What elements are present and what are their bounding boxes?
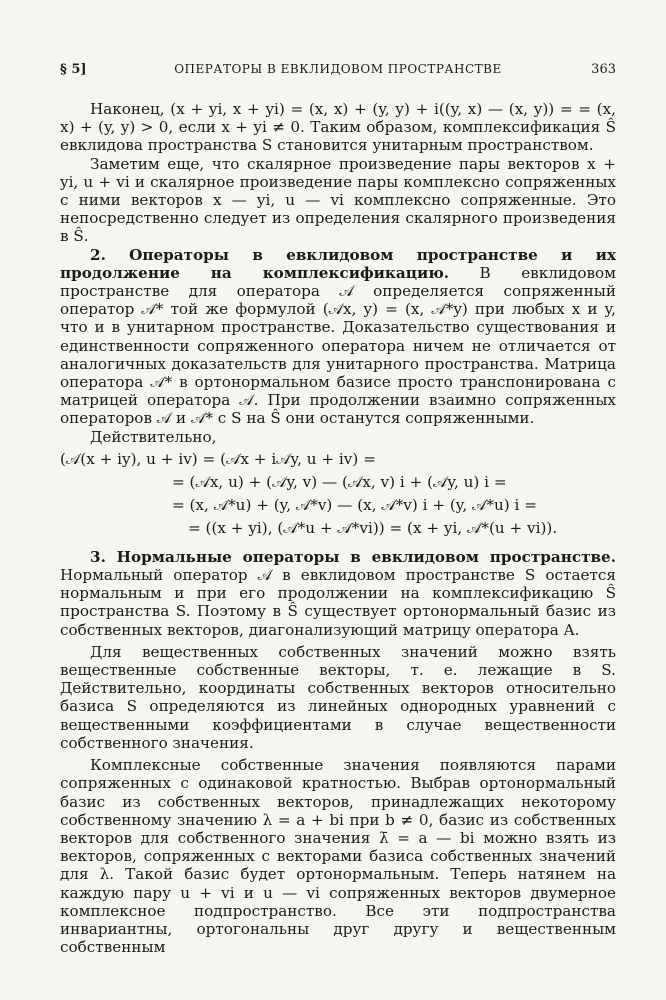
page-number: 363: [591, 62, 616, 77]
equation-line: (𝒜(x + iy), u + iv) = (𝒜x + i𝒜y, u + iv) =: [60, 449, 376, 468]
paragraph-2: Заметим еще, что скалярное произведение пары векторов x + yi, u + vi и скалярное произведение пары комплексно сопряженных с ними векторов x — yi, u — vi комплексно сопряженные. Это непосредственно следует из определения скалярного произведения в Ŝ.: [60, 154, 616, 246]
section-3-text: Нормальный оператор 𝒜 в евклидовом пространстве S остается нормальным и при его продолжении на комплексификацию Ŝ пространства S. Поэтому в Ŝ существует ортонормальный базис из собственных векторов, диагонализующий матрицу оператора A.: [60, 566, 616, 639]
paragraph-1: Наконец, (x + yi, x + yi) = (x, x) + (y, y) + i((y, x) — (x, y)) = = (x, x) + (y, y) > 0, если x + yi ≠ 0. Таким образом, комплексификация Ŝ евклидова пространства S становится унитарным пространством.: [60, 100, 616, 155]
section-3-heading: 3. Нормальные операторы в евклидовом пространстве.: [90, 547, 616, 566]
paragraph-7: Комплексные собственные значения появляются парами сопряженных с одинаковой кратностью. Выбрав ортонормальный базис из собственных векторов, принадлежащих некоторому собственному значению λ = a + bi при b ≠ 0, базис из собственных векторов для собственного значения λ̄ = a — bi можно взять из векторов, сопряженных с векторами базиса собственных значений для λ. Такой базис будет ортонормальным. Теперь натянем на каждую пару u + vi и u — vi сопряженных векторов двумерное комплексное подпространство. Все эти подпространства инвариантны, ортогональны друг другу и вещественным собственным: [60, 756, 616, 957]
running-header: [60, 62, 616, 82]
section-2-heading: 2. Операторы в евклидовом пространстве и их продолжение на комплексификацию.: [60, 245, 616, 282]
book-page: [60, 62, 616, 956]
page-body: [60, 100, 616, 956]
equation-line: = ((x + yi), (𝒜*u + 𝒜*vi)) = (x + yi, 𝒜*(u + vi)).: [188, 518, 558, 537]
paragraph-3: [60, 246, 616, 428]
paragraph-5: [60, 548, 616, 639]
section-2-text: В евклидовом пространстве для оператора 𝒜 определяется сопряженный оператор 𝒜* той же формулой (𝒜x, y) = (x, 𝒜*y) при любых x и y, что и в унитарном пространстве. Доказательство существования и единственности сопряженного оператора ничем не отличается от аналогичных доказательств для унитарного пространства. Матрица оператора 𝒜* в ортонормальном базисе просто транспонирована с матрицей оператора 𝒜. При продолжении взаимно сопряженных операторов 𝒜 и 𝒜* с S на Ŝ они останутся сопряженными.: [60, 263, 616, 428]
section-marker: § 5]: [60, 62, 87, 77]
paragraph-4: Действительно,: [90, 427, 217, 446]
equation-line: = (x, 𝒜*u) + (y, 𝒜*v) — (x, 𝒜*v) i + (y, 𝒜*u) i =: [172, 495, 537, 514]
equation-line: = (𝒜x, u) + (𝒜y, v) — (𝒜x, v) i + (𝒜y, u) i =: [172, 472, 507, 491]
running-title: ОПЕРАТОРЫ В ЕВКЛИДОВОМ ПРОСТРАНСТВЕ: [174, 62, 502, 76]
equation-block: [60, 448, 616, 540]
paragraph-6: Для вещественных собственных значений можно взять вещественные собственные векторы, т. е. лежащие в S. Действительно, координаты собственных векторов относительно базиса S определяются из линейных однородных уравнений с вещественными коэффициентами в случае вещественности собственного значения.: [60, 642, 616, 752]
